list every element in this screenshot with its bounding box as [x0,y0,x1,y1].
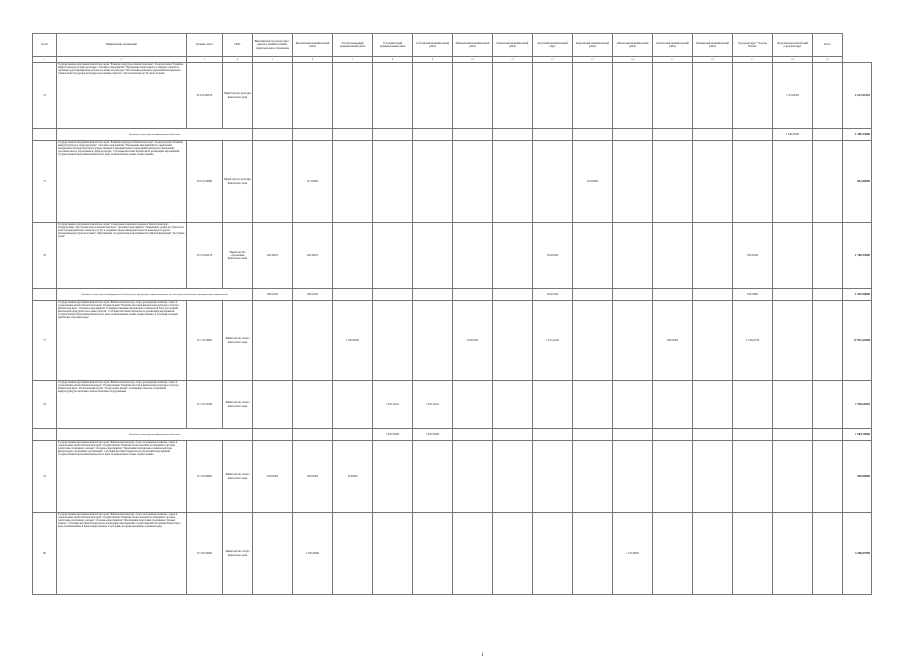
amount-cell: 250,00000 [253,441,293,513]
amount-cell: 4 734,04758 [733,301,773,381]
amount-cell: 617,00000 [293,141,333,223]
column-header: Пенжинский муниципальный район [693,34,733,57]
amount-cell: 5 700,00000 [333,301,373,381]
note-amount-cell [613,429,653,441]
note-amount-cell: 234,76000 [733,289,773,301]
amount-cell [693,381,733,429]
amount-cell: 1 116,58400 [613,513,653,595]
page-number: 1 [481,653,484,658]
note-amount-cell [733,129,773,141]
column-number: 13 [573,57,613,63]
note-amount-cell [653,289,693,301]
empty-cell [33,129,57,141]
row-description-cell: Государственная программа Камчатского края "Физическая культура, спорт, молодежная политика, отдых и оздоровление детей в Камчатском крае". Подпрограмма "Развитие массовой физической культуры и спорта в Камчатском крае". Основное мероприятие "Совершенствование материально-технической базы для занятий физической культурой и массовым спортом". Субсидии местным бюджетам на реализацию мероприятий государственной программы Камчатского края, не включенных в иные подпрограммы, и субсидии, которым присвоены отдельные коды [57,301,187,381]
amount-cell [493,223,533,289]
amount-cell [773,513,813,595]
column-number: 15 [653,57,693,63]
row-description-cell: Государственная программа Камчатского края "Физическая культура, спорт, молодежная политика, отдых и оздоровление детей в Камчатском крае". Подпрограмма "Развитие спорта высших достижений и системы подготовки спортивного резерва". Основное мероприятие "Укрепление материально-технической базы физкультурно-спортивных организаций". Субсидии местным бюджетам на реализацию мероприятий государственной программы Камчатского края, не включенных в иные подпрограммы [57,441,187,513]
amount-cell [493,141,533,223]
note-amount-cell: 3 642,35000 [373,429,413,441]
note-amount-cell [333,129,373,141]
table-row [33,63,872,129]
amount-cell [573,223,613,289]
amount-cell [653,441,693,513]
note-amount-cell [813,429,843,441]
note-amount-cell [333,289,373,301]
note-amount-cell [493,129,533,141]
row-code-cell: 07 3 05 40060 [187,513,223,595]
note-amount-cell [693,129,733,141]
row-description-cell: Государственная программа Камчатского края "Физическая культура, спорт, молодежная политика, отдых и оздоровление детей в Камчатском крае". Подпрограмма "Развитие массовой физической культуры и спорта в Камчатском крае". Региональный проект "Спорт-норма жизни". Оснащение объектов спортивной инфраструктуры спортивно-технологическим оборудованием [57,381,187,429]
amount-cell [333,141,373,223]
amount-cell [253,301,293,381]
amount-cell [653,223,693,289]
amount-cell [653,513,693,595]
amount-cell [773,141,813,223]
note-amount-cell: 293,01500 [533,289,573,301]
note-amount-cell [493,289,533,301]
note-amount-cell [693,289,733,301]
amount-cell [373,141,413,223]
amount-cell [453,441,493,513]
amount-cell [813,513,843,595]
column-header: Алеутский муниципальный округ [533,34,573,57]
amount-cell [733,441,773,513]
row-code-cell: 07 1 03 40060 [187,301,223,381]
row-total-cell: 1 612,92361 [843,63,872,129]
row-description-cell: Государственная программа Камчатского края "Развитие культуры в Камчатском крае". Подпрограмма "Развитие инфраструктуры в сфере культуры". Основное мероприятие "Проведение мероприятий по укреплению материально-технической базы государственных и муниципальных учреждений культуры и учреждений дополнительного образования в сфере культуры". Субсидии местным бюджетам на реализацию мероприятий государственной программы Камчатского края, не включенных в иные подпрограммы [57,141,187,223]
amount-cell [573,301,613,381]
amount-cell [773,301,813,381]
amount-cell [533,513,573,595]
amount-cell [493,513,533,595]
row-grbs-cell: Министерство образования Камчатского края [223,223,253,289]
funding-source-note: Расходы за счёт средств федерального бюджета (не требующих софинансирования за счёт средств бюджетов муниципальных образований) [57,289,253,301]
amount-cell [493,381,533,429]
table-row-note [33,129,872,141]
column-number: 4 [223,57,253,63]
column-number: 16 [693,57,733,63]
column-header: Городской округ "поселок Палана" [733,34,773,57]
funding-source-note: Расходы за счёт средств федерального бюджета [57,129,253,141]
column-number: 19 [813,57,843,63]
row-grbs-cell: Министерство спорта Камчатского края [223,381,253,429]
amount-cell [373,441,413,513]
amount-cell [693,141,733,223]
column-number: 18 [773,57,813,63]
column-number: 2 [57,57,187,63]
column-header: Усть-Камчатский муниципальный район [373,34,413,57]
note-amount-cell [653,129,693,141]
amount-cell [613,301,653,381]
row-code-cell: 05 6 03 40080 [187,141,223,223]
amount-cell [573,63,613,129]
column-number: 1 [33,57,57,63]
amount-cell [253,381,293,429]
amount-cell [813,141,843,223]
amount-cell: 3 679,14161 [413,381,453,429]
note-amount-cell [533,429,573,441]
row-code-cell: 07 1 P5 52280 [187,381,223,429]
amount-cell: 1 472,41430 [533,301,573,381]
note-amount-cell: 3 642,35000 [413,429,453,441]
amount-cell [533,441,573,513]
note-amount-cell: 1 249,33080 [773,129,813,141]
amount-cell [613,141,653,223]
amount-cell [413,223,453,289]
table-row-note [33,429,872,441]
note-amount-cell [253,429,293,441]
amount-cell [653,381,693,429]
note-amount-cell [453,429,493,441]
column-header: Соболевский муниципальный район [413,34,453,57]
amount-cell [413,513,453,595]
amount-cell [533,381,573,429]
row-number-cell: 78 [33,381,57,429]
amount-cell [453,513,493,595]
amount-cell [253,513,293,595]
table-row [33,223,872,289]
row-number-cell: 79 [33,441,57,513]
table-body [33,63,872,595]
column-header: Наименование организации [57,34,187,57]
row-total-cell: 4 366,07000 [843,513,872,595]
note-amount-cell [253,129,293,141]
amount-cell [413,141,453,223]
column-header: ГРБС [223,34,253,57]
note-amount-cell: 568,52700 [253,289,293,301]
amount-cell [613,441,653,513]
note-amount-cell [773,289,813,301]
amount-cell [453,223,493,289]
funding-source-note: Расходы за счёт средств федерального бюджета [57,429,253,441]
amount-cell [453,381,493,429]
amount-cell [733,513,773,595]
row-grbs-cell: Министерство спорта Камчатского края [223,513,253,595]
empty-cell [33,289,57,301]
amount-cell [373,223,413,289]
note-total-cell: 1 280,33080 [843,129,872,141]
note-amount-cell [613,289,653,301]
row-description-cell: Государственная программа Камчатского края "Социальная поддержка граждан в Камчатском крае". Подпрограмма "Доступная среда в Камчатском крае". Основное мероприятие "Повышение уровня доступности и качества приоритетных объектов и услуг в основных сферах жизнедеятельности инвалидов и других маломобильных групп населения". Мероприятия государственной программы Российской Федерации "Доступная среда" [57,223,187,289]
table-row [33,441,872,513]
amount-cell [293,381,333,429]
table-row [33,381,872,429]
amount-cell [373,301,413,381]
row-code-cell: 03 3 02 R0270 [187,223,223,289]
amount-cell [533,141,573,223]
amount-cell [813,441,843,513]
column-number: 9 [413,57,453,63]
amount-cell: 163,67500 [453,301,493,381]
row-code-cell: 07 3 03 40060 [187,441,223,513]
column-number: 17 [733,57,773,63]
row-grbs-cell: Министерство спорта Камчатского края [223,301,253,381]
note-amount-cell [733,429,773,441]
amount-cell: 236,32430 [733,223,773,289]
amount-cell [653,141,693,223]
amount-cell [813,381,843,429]
amount-cell [733,381,773,429]
amount-cell [413,441,453,513]
table-row-note [33,289,872,301]
amount-cell [773,441,813,513]
row-grbs-cell: Министерство культуры Камчатского края [223,63,253,129]
amount-cell [733,63,773,129]
empty-cell [33,429,57,441]
note-amount-cell [453,289,493,301]
note-amount-cell [533,129,573,141]
note-amount-cell [813,289,843,301]
amount-cell [533,63,573,129]
row-code-cell: 05 9 02 R4670 [187,63,223,129]
note-amount-cell [493,429,533,441]
amount-cell [613,381,653,429]
amount-cell [453,63,493,129]
amount-cell: 568,50000 [653,301,693,381]
amount-cell [253,141,293,223]
amount-cell [413,63,453,129]
amount-cell: 3 250,20600 [293,513,333,595]
table-header [33,34,872,63]
column-header: Олюторский муниципальный район [653,34,693,57]
column-header: Карагинский муниципальный район [573,34,613,57]
note-amount-cell [693,429,733,441]
amount-cell [773,381,813,429]
amount-cell [333,513,373,595]
row-grbs-cell: Министерство культуры Камчатского края [223,141,253,223]
note-amount-cell [613,129,653,141]
amount-cell [733,141,773,223]
amount-cell [613,63,653,129]
amount-cell [493,441,533,513]
row-number-cell: 75 [33,141,57,223]
column-number: 5 [253,57,293,63]
amount-cell [573,381,613,429]
column-header: Итого [813,34,843,57]
row-number-cell: 74 [33,63,57,129]
note-amount-cell: 569,52700 [293,289,333,301]
row-description-cell: Государственная программа Камчатского края "Развитие культуры в Камчатском крае". Подпрограмма "Развитие инфраструктуры в сфере культуры". Основное мероприятие "Проведение капитального и текущего ремонтов, охранные и реставрационные работы на объектах культуры" Обеспечение развития и укрепления материально-технической базы домов культуры в населенных пунктах с числом жителей до 50 тысяч человек [57,63,187,129]
header-row [33,34,872,57]
amount-cell: 225,00000 [573,141,613,223]
column-number: 10 [453,57,493,63]
column-header: Быстринский муниципальный район [293,34,333,57]
budget-table-sheet [32,33,872,658]
amount-cell [373,63,413,129]
amount-cell: 200,00000 [293,441,333,513]
row-total-cell: 842,00000 [843,141,872,223]
amount-cell [573,441,613,513]
column-header: Мильковский муниципальный район [453,34,493,57]
row-total-cell: 1 788,33000 [843,223,872,289]
column-header: № п/п [33,34,57,57]
column-header: Усть-Большерецкий муниципальный район [333,34,373,57]
column-header: Тигильский муниципальный район [613,34,653,57]
table-row [33,301,872,381]
amount-cell [413,301,453,381]
amount-cell: 620,34970 [253,223,293,289]
amount-cell [813,223,843,289]
amount-cell [653,63,693,129]
amount-cell [493,301,533,381]
amount-cell: 1 512,92361 [773,63,813,129]
amount-cell [333,381,373,429]
column-number: 6 [293,57,333,63]
note-amount-cell [293,429,333,441]
row-grbs-cell: Министерство спорта Камчатского края [223,441,253,513]
column-number: 3 [187,57,223,63]
row-description-cell: Государственная программа Камчатского края "Физическая культура, спорт, молодежная политика, отдых и оздоровление детей в Камчатском крае". Подпрограмма "Развитие спорта высших достижений и системы подготовки спортивного резерва". Основное мероприятие "Обеспечение подготовки спортивных сборных команд". Субсидии местным бюджетам на реализацию мероприятий государственной программы Камчатского края, не включенных в иные подпрограммы, и субсидии, которым присвоены отдельные коды [57,513,187,595]
row-total-cell: 12 952,20388 [843,301,872,381]
amount-cell [693,441,733,513]
note-amount-cell [373,129,413,141]
table-row [33,513,872,595]
note-amount-cell [453,129,493,141]
amount-cell [693,63,733,129]
row-number-cell: 77 [33,301,57,381]
note-amount-cell [573,129,613,141]
amount-cell [813,63,843,129]
budget-table [32,33,872,595]
amount-cell [613,223,653,289]
amount-cell: 3 679,14161 [373,381,413,429]
column-header: Елизовский муниципальный район [493,34,533,57]
column-header: Петропавловск-Камчатский городской округ [773,34,813,57]
amount-cell: 620,34970 [293,223,333,289]
amount-cell [573,513,613,595]
note-amount-cell [773,429,813,441]
note-amount-cell [413,289,453,301]
column-number: 8 [373,57,413,63]
note-amount-cell [653,429,693,441]
amount-cell [693,513,733,595]
column-number: 14 [613,57,653,63]
note-amount-cell [333,429,373,441]
amount-cell [333,223,373,289]
note-amount-cell [293,129,333,141]
amount-cell [453,141,493,223]
row-number-cell: 76 [33,223,57,289]
amount-cell [293,301,333,381]
column-number: 11 [493,57,533,63]
row-number-cell: 80 [33,513,57,595]
note-amount-cell [813,129,843,141]
amount-cell [493,63,533,129]
amount-cell [253,63,293,129]
row-total-cell: 7 358,28282 [843,381,872,429]
column-number: 12 [533,57,573,63]
amount-cell [373,513,413,595]
note-total-cell: 7 284,70000 [843,429,872,441]
column-header: Целевая статья [187,34,223,57]
note-amount-cell [413,129,453,141]
note-amount-cell [373,289,413,301]
table-row [33,141,872,223]
amount-cell: 319,67620 [533,223,573,289]
amount-cell [773,223,813,289]
column-header: Вилючинский городской округ - закрытое административно-территориальное образование [253,34,293,57]
amount-cell [293,63,333,129]
note-amount-cell [573,429,613,441]
note-amount-cell [573,289,613,301]
amount-cell [693,301,733,381]
amount-cell [813,301,843,381]
amount-cell [693,223,733,289]
amount-cell: 50,00000 [333,441,373,513]
column-number: 7 [333,57,373,63]
row-total-cell: 500,00000 [843,441,872,513]
amount-cell [333,63,373,129]
note-total-cell: 1 659,50000 [843,289,872,301]
